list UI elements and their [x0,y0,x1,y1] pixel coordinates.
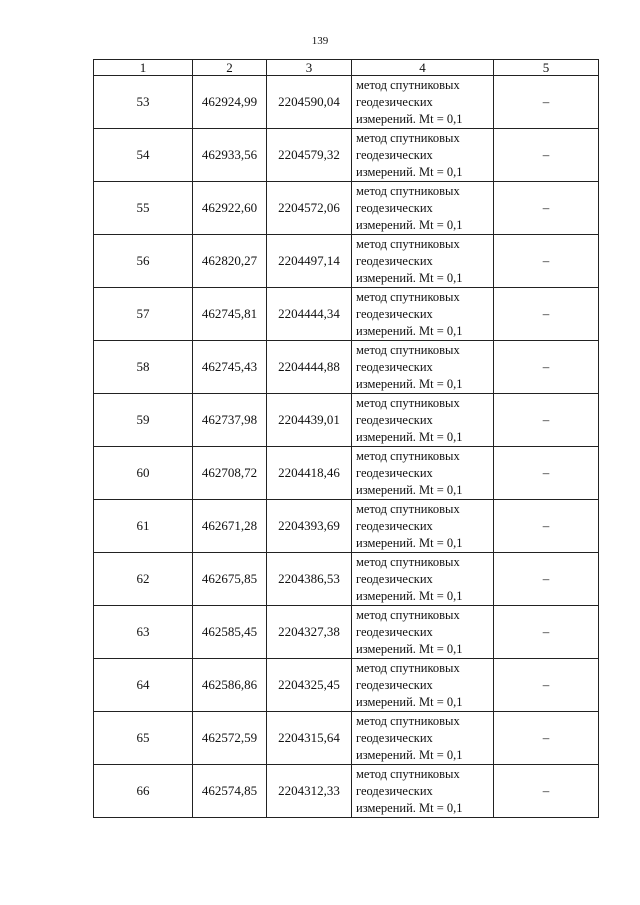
x-coordinate-cell: 462820,27 [193,235,267,288]
method-line: геодезических [356,518,433,533]
x-coordinate-cell: 462586,86 [193,659,267,712]
method-cell [352,76,494,129]
y-coordinate-cell: 2204444,88 [267,341,352,394]
y-coordinate-cell: 2204418,46 [267,447,352,500]
table-row [94,76,599,129]
method-line: измерений. Mt = 0,1 [356,164,463,179]
header-col-4: 4 [352,60,494,76]
y-coordinate-cell: 2204327,38 [267,606,352,659]
method-cell [352,288,494,341]
method-line: геодезических [356,571,433,586]
method-line: геодезических [356,359,433,374]
x-coordinate-cell: 462745,81 [193,288,267,341]
note-cell: – [494,76,599,129]
note-cell: – [494,659,599,712]
note-cell: – [494,341,599,394]
point-number-cell: 62 [94,553,193,606]
y-coordinate-cell: 2204497,14 [267,235,352,288]
method-cell [352,394,494,447]
header-col-5: 5 [494,60,599,76]
point-number-cell: 53 [94,76,193,129]
table-body [94,76,599,818]
method-line: метод спутниковых [356,236,460,251]
method-line: геодезических [356,147,433,162]
point-number-cell: 61 [94,500,193,553]
point-number-cell: 65 [94,712,193,765]
method-cell [352,447,494,500]
y-coordinate-cell: 2204393,69 [267,500,352,553]
method-line: геодезических [356,412,433,427]
table-row [94,235,599,288]
method-line: измерений. Mt = 0,1 [356,641,463,656]
y-coordinate-cell: 2204325,45 [267,659,352,712]
table-row [94,394,599,447]
x-coordinate-cell: 462671,28 [193,500,267,553]
y-coordinate-cell: 2204590,04 [267,76,352,129]
method-line: метод спутниковых [356,289,460,304]
method-cell [352,712,494,765]
method-line: геодезических [356,730,433,745]
y-coordinate-cell: 2204439,01 [267,394,352,447]
table-row [94,447,599,500]
method-line: геодезических [356,465,433,480]
method-line: геодезических [356,677,433,692]
method-cell [352,553,494,606]
method-line: измерений. Mt = 0,1 [356,323,463,338]
header-col-2: 2 [193,60,267,76]
table-row [94,341,599,394]
method-line: измерений. Mt = 0,1 [356,588,463,603]
table-row [94,288,599,341]
y-coordinate-cell: 2204572,06 [267,182,352,235]
method-cell [352,765,494,818]
method-line: измерений. Mt = 0,1 [356,111,463,126]
note-cell: – [494,394,599,447]
method-line: метод спутниковых [356,660,460,675]
point-number-cell: 66 [94,765,193,818]
method-line: геодезических [356,306,433,321]
method-line: метод спутниковых [356,713,460,728]
note-cell: – [494,765,599,818]
table-row [94,129,599,182]
method-line: измерений. Mt = 0,1 [356,747,463,762]
note-cell: – [494,235,599,288]
table-header-row [94,60,599,76]
method-line: метод спутниковых [356,501,460,516]
note-cell: – [494,129,599,182]
x-coordinate-cell: 462708,72 [193,447,267,500]
x-coordinate-cell: 462675,85 [193,553,267,606]
method-line: метод спутниковых [356,183,460,198]
method-line: метод спутниковых [356,448,460,463]
page-number: 139 [311,35,329,47]
table-row [94,182,599,235]
method-line: метод спутниковых [356,766,460,781]
x-coordinate-cell: 462745,43 [193,341,267,394]
note-cell: – [494,606,599,659]
header-col-1: 1 [94,60,193,76]
method-line: измерений. Mt = 0,1 [356,270,463,285]
x-coordinate-cell: 462737,98 [193,394,267,447]
point-number-cell: 59 [94,394,193,447]
point-number-cell: 64 [94,659,193,712]
note-cell: – [494,712,599,765]
table-row [94,712,599,765]
method-line: геодезических [356,94,433,109]
method-line: метод спутниковых [356,607,460,622]
method-line: измерений. Mt = 0,1 [356,376,463,391]
method-line: метод спутниковых [356,342,460,357]
method-line: геодезических [356,253,433,268]
method-line: метод спутниковых [356,554,460,569]
method-cell [352,129,494,182]
note-cell: – [494,182,599,235]
y-coordinate-cell: 2204579,32 [267,129,352,182]
point-number-cell: 63 [94,606,193,659]
method-cell [352,182,494,235]
method-cell [352,500,494,553]
coordinates-table [93,59,599,818]
x-coordinate-cell: 462585,45 [193,606,267,659]
x-coordinate-cell: 462574,85 [193,765,267,818]
y-coordinate-cell: 2204444,34 [267,288,352,341]
table-row [94,765,599,818]
point-number-cell: 56 [94,235,193,288]
method-line: измерений. Mt = 0,1 [356,800,463,815]
x-coordinate-cell: 462933,56 [193,129,267,182]
method-line: геодезических [356,200,433,215]
note-cell: – [494,288,599,341]
method-cell [352,606,494,659]
y-coordinate-cell: 2204386,53 [267,553,352,606]
y-coordinate-cell: 2204312,33 [267,765,352,818]
header-col-3: 3 [267,60,352,76]
point-number-cell: 60 [94,447,193,500]
method-line: измерений. Mt = 0,1 [356,535,463,550]
method-line: метод спутниковых [356,395,460,410]
method-line: метод спутниковых [356,130,460,145]
method-line: геодезических [356,624,433,639]
method-line: измерений. Mt = 0,1 [356,694,463,709]
table-row [94,553,599,606]
table-row [94,500,599,553]
note-cell: – [494,553,599,606]
note-cell: – [494,447,599,500]
y-coordinate-cell: 2204315,64 [267,712,352,765]
method-line: измерений. Mt = 0,1 [356,217,463,232]
point-number-cell: 55 [94,182,193,235]
point-number-cell: 57 [94,288,193,341]
method-cell [352,341,494,394]
point-number-cell: 58 [94,341,193,394]
method-line: измерений. Mt = 0,1 [356,429,463,444]
x-coordinate-cell: 462922,60 [193,182,267,235]
method-line: геодезических [356,783,433,798]
note-cell: – [494,500,599,553]
method-cell [352,235,494,288]
method-line: метод спутниковых [356,77,460,92]
point-number-cell: 54 [94,129,193,182]
table-row [94,659,599,712]
x-coordinate-cell: 462924,99 [193,76,267,129]
method-cell [352,659,494,712]
x-coordinate-cell: 462572,59 [193,712,267,765]
table-row [94,606,599,659]
method-line: измерений. Mt = 0,1 [356,482,463,497]
